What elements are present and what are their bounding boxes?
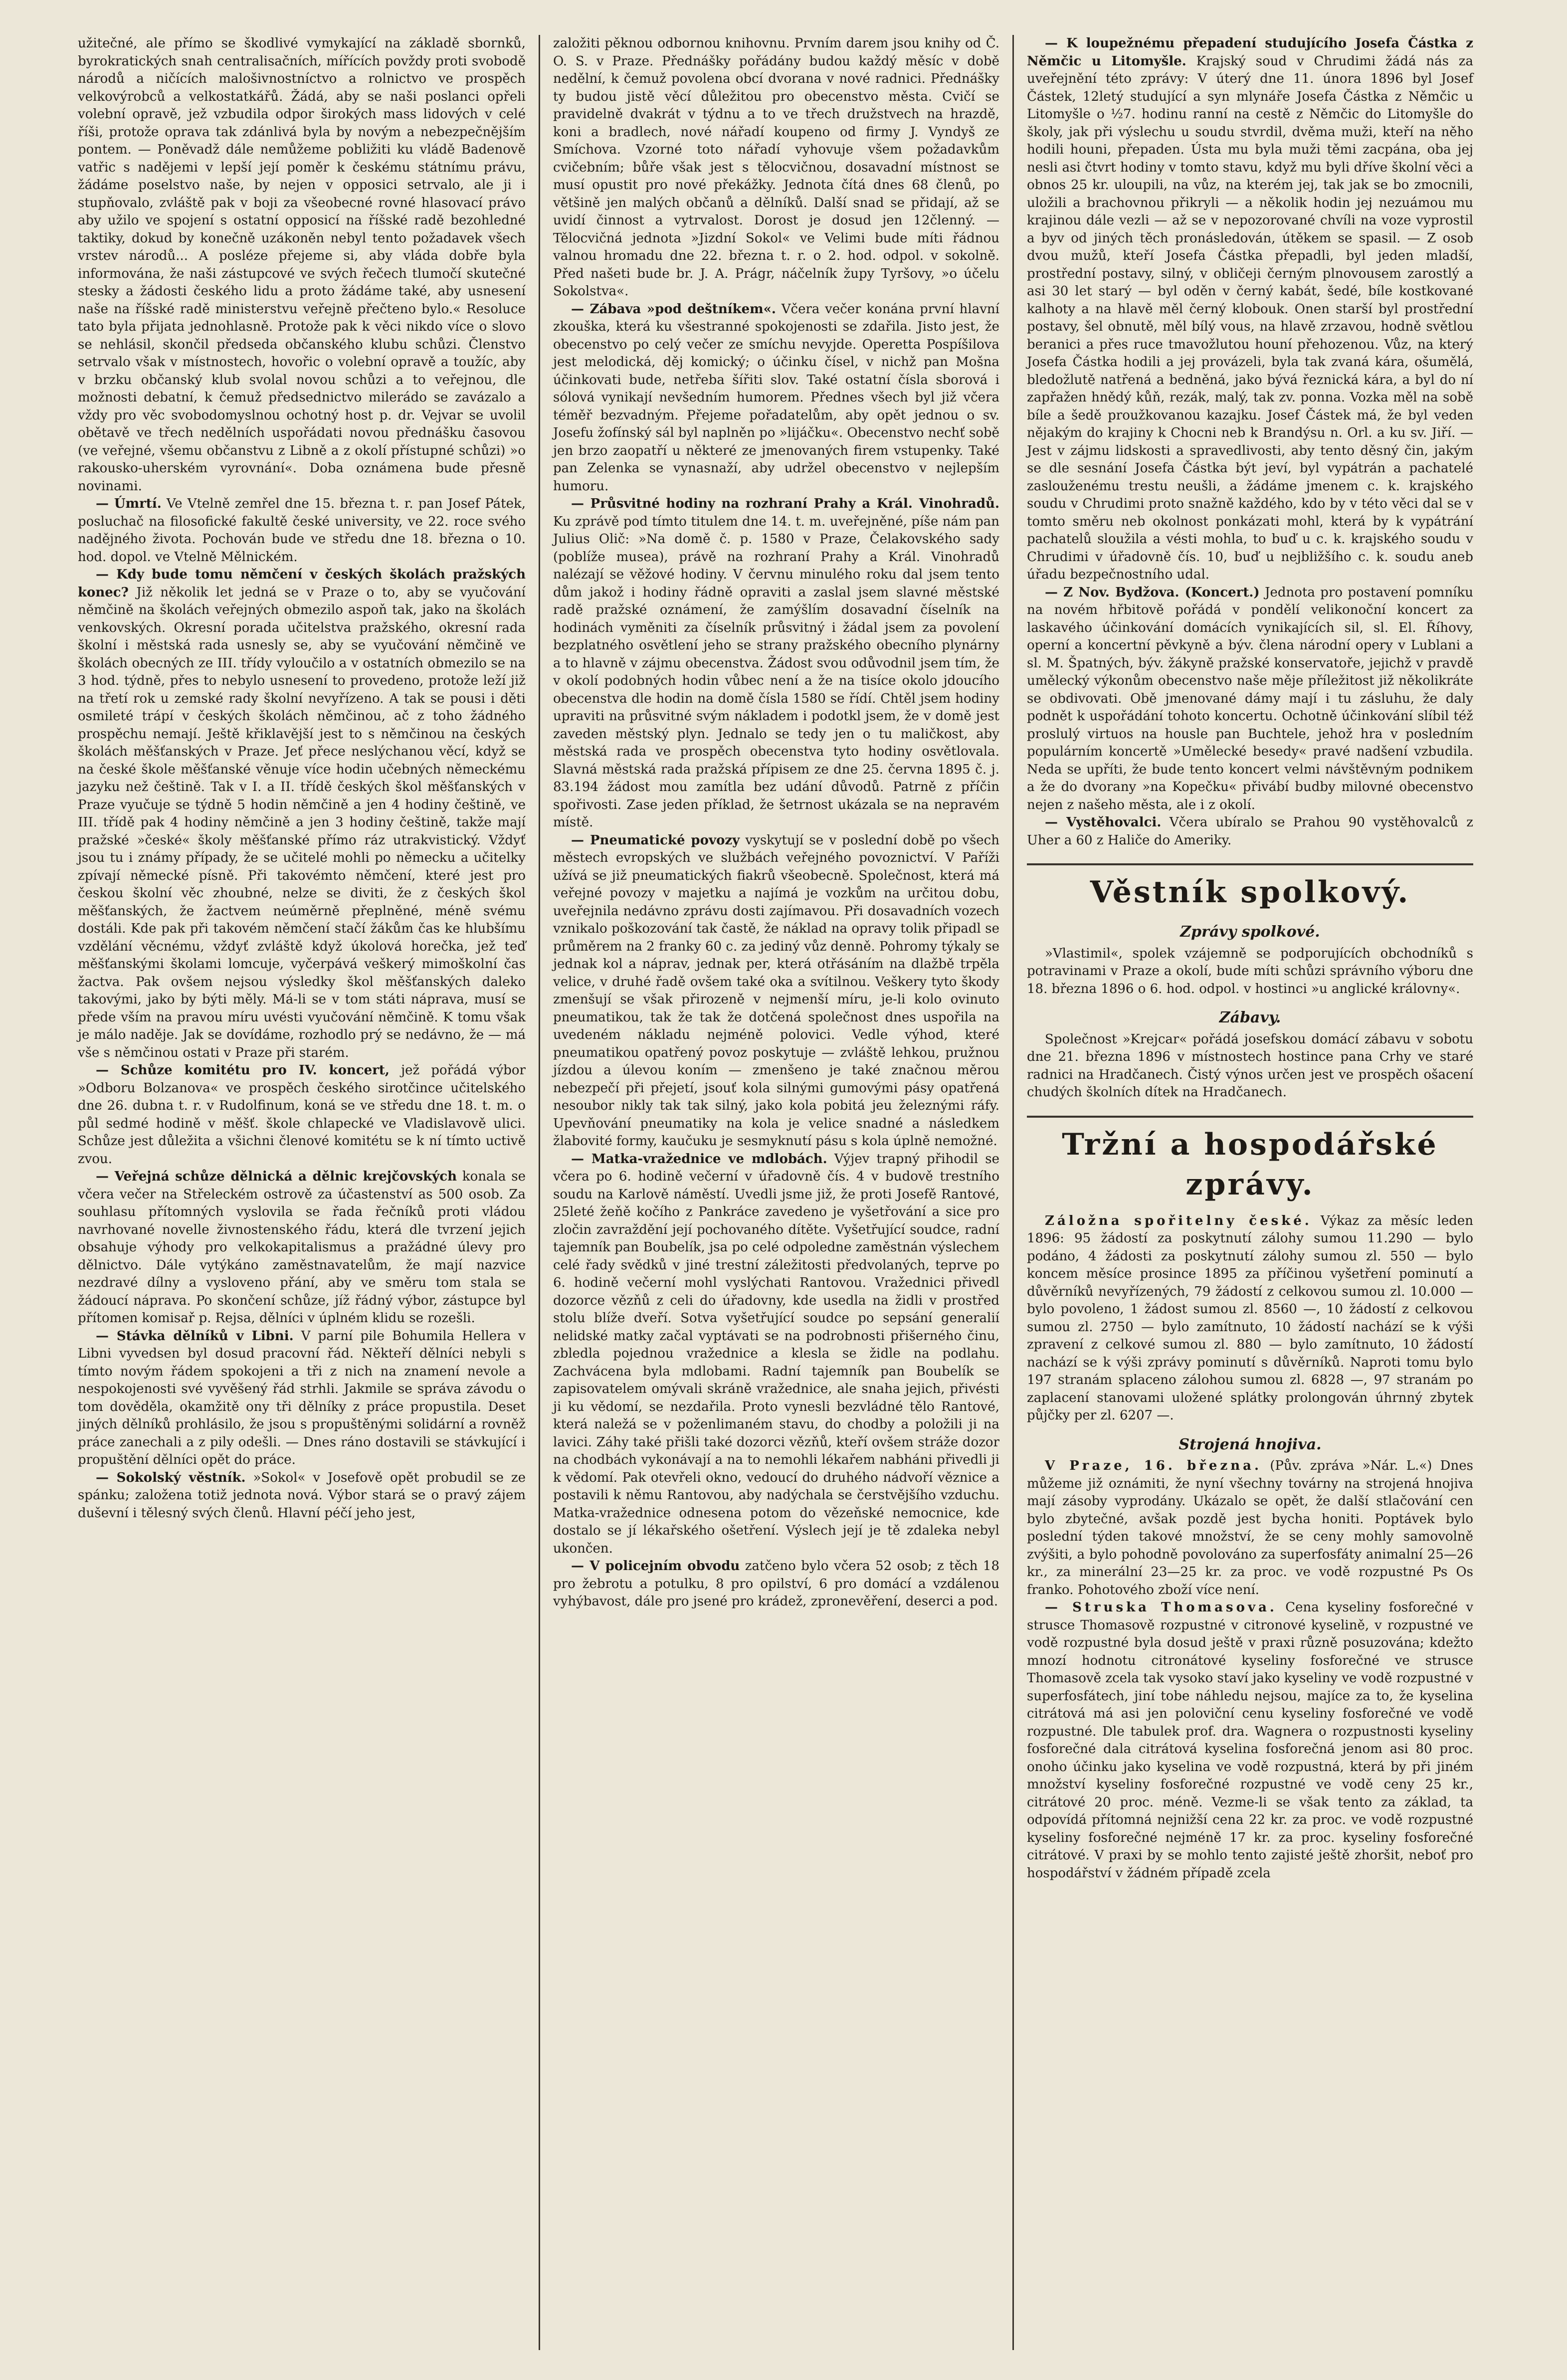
article-text: Krajský soud v Chrudimi žádá nás za uveřejnění této zprávy: V úterý dne 11. února 1896 byl Josef Částek, 12letý studující a syn mlynáře Josefa Částka z Němčic u Litomyšle o ½7. hodinu ranní na cestě z Němčic do Litomyšle do školy, jak při výslechu u soudu stvrdil, dvěma muži, kteří na něho hodili houni, přepaden. Ústa mu byla muži těmi zacpána, oba jej nesli asi čtvrt hodiny v tomto stavu, když mu byli dříve školní věci a obnos 25 kr. uloupili, na vůz, na kterém jej, tak jak se bo zmocnili, uložili a brachovnou přikryli — a několik hodin jej nezuámou mu krajinou dále vezli — až se v nepozorované chvíli na voze vyprostil a byv od jiných těch pronásledován, útěkem se spasil. — Z osob dvou mužů, kteří Josefa Částka přepadli, byl jeden mladší, prostřední postavy, silný, v obličeji černým plnovousem zarostlý a asi 30 let starý — byl oděn v černý kabát, šedé, bíle kostkované kalhoty a na hlavě měl černý klobouk. Onen starší byl prostřední postavy, šel obnutě, měl bílý vous, na hlavě zrzavou, hodně světlou beranici a přes ruce tmavožlutou houní přehozenou. Vůz, na který Josefa Částka hodili a jej provázeli, byla tak zvaná kára, ošumělá, bledožlutě natřená a bedněná, jako bývá řeznická kára, a byl do ní zapřažen hnědý kůň, rezák, malý, tak zv. ponna. Vozka měl na sobě bíle a šedě proužkovanou kazajku. Josef Částek má, že byl veden nějakým do krajiny k Chocni neb k Brandýsu n. Orl. a ku sv. Jiří. — Jest v zájmu lidskosti a spravedlivosti, aby tento děsný čin, jakým se dle sesnání Josefa Částka být jeví, byl vypátrán a pachatelé zaslouženému trestu neušli, a žádáme jmenem c. k. krajského soudu v Chrudimi proto snažně každého, kdo by v této věci dal se v tomto směru neb okolnost ponkázati mohl, která by k vypátrání pachatelů sloužila a vésti mohla, to buď u c. k. krajského soudu v Chrudimi v úřadovně čís. 10, buď u nejbližšího c. k. soudu aneb úřadu bezpečnostního udal. [1027, 53, 1473, 582]
article-paragraph [1027, 814, 1473, 849]
article-headline: — Pneumatické povozy [571, 832, 740, 848]
article-paragraph [553, 1558, 999, 1611]
article-text: Včera večer konána první hlavní zkouška, která ku všestranné spokojenosti se zdařila. Jisto jest, že obecenstvo po celý večer ze smíchu nevyjde. Operetta Pospíšilova jest melodická, děj komický; o účinku čísel, v nichž pan Mošna účinkovati bude, netřeba šířiti slov. Také ostatní čísla sborová i sólová vynikají nevšedním humorem. Přednes všech byl již včera téměř bezvadným. Přejeme pořadatelům, aby opět jednou o sv. Josefu žofínský sál byl naplněn po »lijáčku«. Obecenstvo nechť sobě jen brzo zaopatří u některé ze jmenovaných firem vstupenky. Také pan Zelenka se vynasnaží, aby udržel obecenstvo v nejlepším humoru. [553, 301, 999, 494]
trzni-paragraph-2 [1027, 1457, 1473, 1599]
article-text: založiti pěknou odbornou knihovnu. Prvním darem jsou knihy od Č. O. S. v Praze. Přednášky pořádány budou každý měsíc v době nedělní, k čemuž povolena obcí dvorana v nové radnici. Přednášky ty budou jistě věcí důležitou pro obecenstvo města. Cvičí se pravidelně dvakrát v týdnu a to ve třech družstvech na hrazdě, koni a bradlech, nové nářadí koupeno od firmy J. Vyndyš ze Smíchova. Vzorné toto nářadí vyhovuje všem požadavkům cvičebním; bůře však jest s tělocvičnou, dosavadní místnost se musí opustit pro nové překážky. Jednota čítá dnes 68 členů, po většině jen malých občanů a dělníků. Další snad se přidají, až se uvidí činnost a vytrvalost. Dorost je dosud jen 12členný. — Tělocvičná jednota »Jizdní Sokol« ve Velimi bude míti řádnou valnou hromadu dne 22. března t. r. o 2. hod. odpol. v sokolně. Před našeti bude br. J. A. Prágr, náčelník župy Tyršovy, »o účelu Sokolstva«. [553, 36, 999, 299]
article-headline: — Matka-vražednice ve mdlobách. [571, 1151, 827, 1167]
article-text: V parní pile Bohumila Hellera v Libni vyvedsen byl dosud pracovní řád. Někteří dělníci nebyli s tímto novým řádem spokojeni a tři z nich na znamení nevole a nespokojenosti své vyvěšený řád strhli. Jakmile se správa závodu o tom dověděla, okamžitě ony tři dělníky z práce propustila. Deset jiných dělníků prohlásilo, že jsou s propuštěnými solidární a rovněž práce zanechali a z pily odešli. — Dnes ráno dostavili se stávkující i propuštění dělníci opět do práce. [78, 1328, 526, 1467]
zpravy-title: Zprávy spolkové. [1180, 923, 1320, 941]
trzni-lead-1: Záložna spořitelny české. [1045, 1213, 1312, 1228]
article-text: zatčeno bylo včera 52 osob; z těch 18 pro žebrotu a potulku, 8 pro opilství, 6 pro domácí a vzdálenou vyhýbavost, dále pro jsené pro krádež, zpronevěření, deserci a pod. [553, 1559, 999, 1609]
article-paragraph [78, 1062, 526, 1168]
article-text: Již několik let jedná se v Praze o to, aby se vyučování němčině na školách veřejných obmezilo aspoň tak, jako na školách venkovských. Okresní porada učitelstva pražského, okresní rada školní i městská rada usnesly se, aby se vyučování němčině ve školách obecných ze III. třídy vyloučilo a v ostatních obmezilo se na 3 hod. týdně, přes to nebylo usnesení to provedeno, protože leží již na třetí rok u zemské rady školní nevyřízeno. A tak se pousi i děti osmileté trápí v českých školách němčinou, ač z toho žádného prospěchu nemají. Ještě křiklavější jest to s němčinou na českých školách měšťanských v Praze. Jeť přece neslýchanou věcí, když se na české škole měšťanské věnuje více hodin učebných německému jazyku než češtině. Tak v I. a II. třídě českých škol měšťanských v Praze vyučuje se týdně 5 hodin němčině a jen 4 hodiny češtině, ve III. třídě pak 4 hodiny němčině a jen 3 hodiny češtině, takže mají pražské »české« školy měšťanské přímo ráz utrakvistický. Vždyť jsou tu i známy případy, že se učitelé mohli po německu a učitelky zpívají německé písně. Při takovémto němčení, které jest pro českou školní věc zhoubné, nelze se diviti, že z českých škol měšťanských, že žactvem neúměrně přeplněné, méně svému dostáli. Kde pak při takovém němčení stačí žákům čas ke hlubšímu vzdělání věcnému, vždyť zvláště když úkolová horečka, jež teď měšťanskými školami lomcuje, vyčerpává veškerý mimoškolní čas žactva. Pak ovšem nejsou výsledky škol měšťanských daleko takovými, jako by býti měly. Má-li se v tom státi náprava, musí se přede vším na pravou míru uvésti vyučování němčině. K tomu však je málo naděje. Jak se dovídáme, rozhodlo prý se nedávno, že — má vše s němčinou ostati v Praze při starém. [78, 585, 526, 1060]
trzni-lead-3: — Struska Thomasova. [1045, 1600, 1277, 1615]
article-text: konala se včera večer na Střeleckém ostrově za účastenství as 500 osob. Za souhlasu přítomných vyslovila se řada řečníků proti vládou navrhované novelle živnostenského řádu, která dle tvrzení jejich obsahuje výhody pro velkokapitalismus a pražádné úlevy pro dělnictvo. Dále vytýkáno zaměstnavatelům, že mají nazvice nezdravé dílny a vysloveno přání, aby ve směru tom stala se žádoucí náprava. Po skončení schůze, jíž řádný výbor, zástupce byl přítomen komisař p. Rejsa, dělníci v úplném klidu se rozešli. [78, 1169, 526, 1326]
trzni-text-3: Cena kyseliny fosforečné v strusce Thomasově rozpustné v citronové kyselině, v rozpustné ve vodě rozpustné byla dosud ještě v praxi různě posuzována; kdežto mnozí hodnotu citronátové kyseliny fosforečné ve strusce Thomasově zcela tak vysoko staví jako kyseliny ve vodě rozpustné v superfosfátech, jiní tobe náhledu nejsou, majíce za to, že kyselina citrátová má asi jen poloviční cenu kyseliny fosforečné ve vodě rozpustné. Dle tabulek prof. dra. Wagnera o rozpustnosti kyseliny fosforečné dala citrátová kyselina fosforečná jenom asi 80 proc. onoho účinku jako kyselina ve vodě rozpustná, která by při jiném množství kyseliny fosforečné rozpustné ve vodě ceny 25 kr., citrátové 20 proc. méně. Vezme-li se však tento za základ, ta odpovídá přítomná nejnižší cena 22 kr. za proc. ve vodě rozpustné kyseliny fosforečné nejméně 17 kr. za proc. kyseliny fosforečné citrátové. V praxi by se mohlo tento zajisté ještě zhoršit, neboť pro hospodářství v žádném případě zcela [1027, 1600, 1474, 1881]
article-headline: — Vystěhovalci. [1045, 815, 1162, 830]
article-headline: — Schůze komitétu pro IV. koncert, [96, 1063, 390, 1078]
trzni-lead-2: V Praze, 16. března. [1045, 1458, 1262, 1473]
article-headline: — Stávka dělníků v Libni. [96, 1328, 294, 1344]
article-text: Ve Vtelně zemřel dne 15. března t. r. pan Josef Pátek, posluchač na filosofické fakultě české university, ve 22. roce svého nadějného života. Pochován bude ve středu dne 18. března o 10. hod. dopol. ve Vtelně Mělnickém. [78, 496, 526, 565]
zabavy-text: Společnost »Krejcar« pořádá josefskou domácí zábavu v sobotu dne 21. března 1896 v místnostech hostince pana Crhy ve staré radnici na Hradčanech. Čistý výnos určen jest ve prospěch ošacení chudých školních dítek na Hradčanech. [1027, 1031, 1473, 1100]
article-paragraph [553, 495, 999, 832]
article-headline: — Úmrtí. [96, 496, 162, 511]
article-paragraph [553, 832, 999, 1151]
article-paragraph [78, 35, 526, 495]
article-paragraph [553, 301, 999, 496]
article-paragraph [78, 495, 526, 566]
article-paragraph [553, 1151, 999, 1558]
article-text: užitečné, ale přímo se škodlivé vymykající na základě sbornků, byrokratických snah centralisačních, mířících povždy proti svobodě národů a ničících malošivnostníctvo a rolnictvo ve prospěch velkovýrobců a velkostatkářů. Žádá, aby se naši poslanci opřeli volební opravě, jež vzbudila odpor širokých mass lidových v celé říši, protože oprava tak zdánlivá byla by novým a nebezpečnějším pontem. — Poněvadž dále nemůžeme pobližiti ku vládě Badenově vatřic s nadějemi v lepší její poměr k českému státnímu právu, žádáme poselstvo naše, by nejen v opposici setrvalo, ale ji i stupňovalo, zvláště pak v boji za všeobecné rovné hlasovací právo aby užilo ve spojení s ostatní opposicí na říšské radě bezohledné taktiky, dokud by konečně uzákoněn nebyl tento požadavek všech vrstev národů... A posléze přejeme si, aby vláda dobře byla informována, že naši zástupcové ve svých řečech tlumočí skutečné stesky a žádosti českého lidu a proto žádáme také, aby usnesení naše na říšské radě ministerstvu veřejně přečteno bylo.« Resoluce tato byla přijata jednohlasně. Protože pak k věci nikdo více o slovo se nehlásil, skončil předseda občanského klubu schůzi. Členstvo setrvalo však v místnostech, hovořic o volební opravě a toužíc, aby v brzku občanský klub svolal novou schůzi a to veřejnou, dle možnosti debatní, k čemuž předsednictvo milerádo se zavázalo a vždy pro věc svobodomyslnou ochotný host p. dr. Vejvar se uvolil obětavě ve třech nedělních uspořádati novou přednášku časovou (ve veřejné, všemu občanstvu z Libně a z okolí přístupné schůzi) »o rakousko-uherském vyrovnání«. Doba oznámena bude přesně novinami. [78, 36, 526, 494]
trzni-paragraph-1 [1027, 1212, 1473, 1425]
trzni-paragraph-3 [1027, 1599, 1473, 1882]
trzni-text-1: Výkaz za měsíc leden 1896: 95 žádostí za poskytnutí zálohy sumou 11.290 — bylo podáno, 4 žádosti za poskytnutí zálohy sumou zl. 550 — bylo koncem měsíce prosince 1895 za příčinou vyšetření pominutí a důvěrníků nevyřízených, 79 žádostí z celkovou sumou zl. 10.000 — bylo povoleno, 1 žádost sumou zl. 8560 —, 10 žádostí z celkovou sumou zl. 2750 — bylo zamítnuto, 10 žádostí nachází se k výši zpravení z celkové sumou zl. 880 — bylo zamítnuto, 10 žádostí nachází se k výši zprávy pominutí s důvěrníků. Naproti tomu bylo 197 stranám splaceno zálohou sumou zl. 6828 —, 97 stranám po zaplacení stanovami uložené splátky prolongován úhrnný zbytek půjčky per zl. 6207 —. [1027, 1213, 1473, 1423]
article-headline: — Z Nov. Bydžova. (Koncert.) [1045, 585, 1260, 600]
article-paragraph [1027, 35, 1473, 584]
strojena-title: Strojená hnojiva. [1178, 1435, 1322, 1453]
article-paragraph [78, 1328, 526, 1469]
article-text: vyskytují se v poslední době po všech městech evropských ve službách veřejného povoznictví. V Paříži užívá se již pneumatických fiakrů všeobecně. Společnost, která má veřejné povozy v majetku a najímá je vozkům na určitou dobu, uveřejnila nedávno zprávu dosti zajímavou. Při dosavadních vozech vznikalo poškozování tak častě, že náklad na opravy tolik připadl se průměrem na 2 franky 60 c. za jediný vůz denně. Pohromy týkaly se jednak kol a náprav, jednak per, která otřásáním na dlažbě trpěla velice, v druhé řadě ovšem také oka a svítilnou. Veškery tyto škody zmenšují se však přirozeně v nejmenší míru, je-li kolo ovinuto pneumatikou, tak že tak že dotčená společnost dnes uspořila na uvedeném nákladu nejméně polovici. Vedle výhod, které pneumatikou opatřený povoz poskytuje — zvláště lehkou, pružnou jízdou a úlevou koním — zmenšeno je také značnou měrou nebezpečí při přejetí, jsouť kola silnými gumovými pásy opatřená nesoubor nikly tak tak silný, jako kola pobitá jeu železnými ráfy. Upevňování pneumatiky na kola je velice snadné a následkem žlabovité formy, kaučuku je sesmyknutí pásu s kola úplně nemožné. [553, 832, 999, 1149]
article-text: Výjev trapný přihodil se včera po 6. hodině večerní v úřadovně čís. 4 v budově trestního soudu na Karlově náměstí. Uvedli jsme již, že proti Josefě Rantové, 25leté žeňě kočího z Pankráce zavedeno je vyšetřování a sice pro zločin zavraždění její pochovaného dítěte. Vyšetřující soudce, radní tajemník pan Boubelík, jsa po celé odpoledne zaměstnán výslechem celé řady svědků v jiné trestní záležitosti předvolaných, teprve po 6. hodině večerní mohl vyslýchati Rantovou. Vražednici přivedl dozorce vězňů z celi do úřadovny, kde usedla na židli v prostřed stolu blíže dveří. Sotva vyšetřující soudce po sepsání generalií nelidské matky začal vyptávati se na podrobnosti přišerného činu, zbledla pojednou vražednice a klesla se židle na podlahu. Zachvácena byla mdlobami. Radní tajemník pan Boubelík se zapisovatelem omývali skráně vražednice, ale snaha jejich, přivésti ji ku vědomí, se nezdařila. Proto vynesli bezvládné tělo Rantové, která naležá se v poženlimaném stavu, do chodby a položili ji na lavici. Záhy také přišli také dozorci vězňů, kteří ovšem stráže dozor na chodbách vykonávají a na to nemohli lékařem nabháni přivedli ji k vědomí. Pak otevřeli okno, vedoucí do druhého nádvoří věznice a postavili k němu Rantovou, aby nadýchala se čerstvějšího vzduchu. Matka-vražednice odnesena potom do vězeňské nemocnice, kde dostalo se jí lékařského ošetření. Výslech její je tě zdaleka nebyl ukončen. [553, 1151, 1000, 1556]
zabavy-title: Zábavy. [1219, 1009, 1281, 1026]
article-text: Jednota pro postavení pomníku na novém hřbitově pořádá v pondělí velikonoční koncert za laskavého účinkování domácích vynikajících sil, sl. El. Říhovy, operní a koncertní pěvkyně a býv. člena národní opery v Lublani a sl. M. Špatných, býv. žákyně pražské konservatoře, jejichž v pravdě umělecký výkonům obecenstvo naše měje příležitost již několikráte se obdivovati. Obě jmenované dámy mají i tu zásluhu, že daly podnět k uspořádání tohoto koncertu. Ochotně účinkování slíbil též proslulý virtuos na housle pan Buchtele, jehož hra v posledním populárním koncertě »Umělecké besedy« pravé nadšení vzbudila. Neda se upříti, že bude tento koncert velmi návštěvným podnikem a že do dvorany »na Kopečku« přivábí budby milovné obecenstvo nejen z našeho města, ale i z okolí. [1027, 585, 1474, 812]
trzni-text-2: (Pův. zpráva »Nár. L.«) Dnes můžeme již oznámiti, že nyní všechny továrny na strojená hnojiva mají zásoby vyprodány. Ukázalo se opět, že další stlačování cen bylo zbytečné, avšak pozdě jest bycha honiti. Poptávek bylo poslední týden takové množství, že se ceny mohly samovolně zvýšiti, a bylo pohodně povolováno za superfosfáty animalní 25—26 kr., za minerální 23—25 kr. za proc. ve vodě rozpustné Ps Os franko. Pohotového zboží více není. [1027, 1458, 1474, 1597]
article-text: jež pořádá výbor »Odboru Bolzanova« ve prospěch českého sirotčince učitelského dne 26. dubna t. r. v Rudolfinum, koná se ve středu dne 18. t. m. o půl sedmé hodině v měšť. škole chlapecké ve Vladislavově ulici. Schůze jest důležita a všichni členové komitétu se k ní tímto uctivě zvou. [78, 1063, 526, 1167]
article-paragraph [78, 566, 526, 1062]
column-3 [1012, 35, 1486, 2350]
columns [65, 35, 1492, 2350]
article-headline: — V policejním obvodu [571, 1559, 740, 1574]
article-headline: — Průsvitné hodiny na rozhraní Prahy a Král. Vinohradů. [571, 496, 999, 511]
article-headline: — Zábava »pod deštníkem«. [571, 301, 776, 317]
article-headline: — K loupežnému přepadení studujícího Josefa Částka z Němčic u Litomyšle. [1027, 36, 1473, 69]
column-1 [65, 35, 539, 2350]
column-2 [539, 35, 1012, 2350]
trzni-title: Tržní a hospodářské zprávy. [1027, 1116, 1473, 1204]
article-headline: — Veřejná schůze dělnická a dělnic krejčovských [96, 1169, 457, 1184]
article-headline: — Kdy bude tomu němčení v českých školách pražských konec? [78, 567, 526, 600]
article-text: Ku zprávě pod tímto titulem dne 14. t. m. uveřejněné, píše nám pan Julius Olič: »Na domě č. p. 1580 v Praze, Čelakovského sady (poblíže musea), právě na rozhraní Prahy a Král. Vinohradů nalézají se věžové hodiny. V červnu minulého roku dal jsem tento dům jakož i hodiny řádně opraviti a zaslal jsem slavné městské radě pražské oznámení, že zamýšlím dosavadní číselník na hodinách vyměniti za číselník průsvitný i žádal jsem za povolení bezplatného osvětlení jeho se strany pražského obecního plynárny a to hlavně v zájmu obecenstva. Žádost svou odůvodnil jsem tím, že v okolí podobných hodin vůbec není a že na tisíce okolo jdoucího obecenstva dle hodin na domě čísla 1580 se řídí. Chtěl jsem hodiny upraviti na průsvitné svým nákladem i podotkl jsem, že v domě jest zaveden městský plyn. Jednalo se tedy jen o tu maličkost, aby městská rada ve prospěch obecenstva tyto hodiny osvětlovala. Slavná městská rada pražská přípisem ze dne 25. června 1895 č. j. 83.194 žádost mou zamítla bez udání důvodů. Patrně z příčin spořivosti. Zase jeden příklad, že šetrnost ukázala se na nepravém místě. [553, 514, 999, 830]
article-text: Včera ubíralo se Prahou 90 vystěhovalců z Uher a 60 z Haliče do Ameriky. [1027, 815, 1473, 848]
article-paragraph [78, 1469, 526, 1523]
article-headline: — Sokolský věstník. [96, 1470, 246, 1485]
article-text: »Sokol« v Josefově opět probudil se ze spánku; založena totiž jednota nová. Výbor stará se o pravý zájem duševní i tělesný svých členů. Hlavní péčí jeho jest, [78, 1470, 526, 1521]
zpravy-text: »Vlastimil«, spolek vzájemně se podporujících obchodníků s potravinami v Praze a okolí, bude míti schůzi správního výboru dne 18. března 1896 o 6. hod. odpol. v hostinci »u anglické královny«. [1027, 946, 1473, 996]
article-paragraph [1027, 584, 1473, 814]
article-paragraph [78, 1168, 526, 1328]
article-paragraph [553, 35, 999, 301]
vestnik-title: Věstník spolkový. [1027, 863, 1473, 912]
